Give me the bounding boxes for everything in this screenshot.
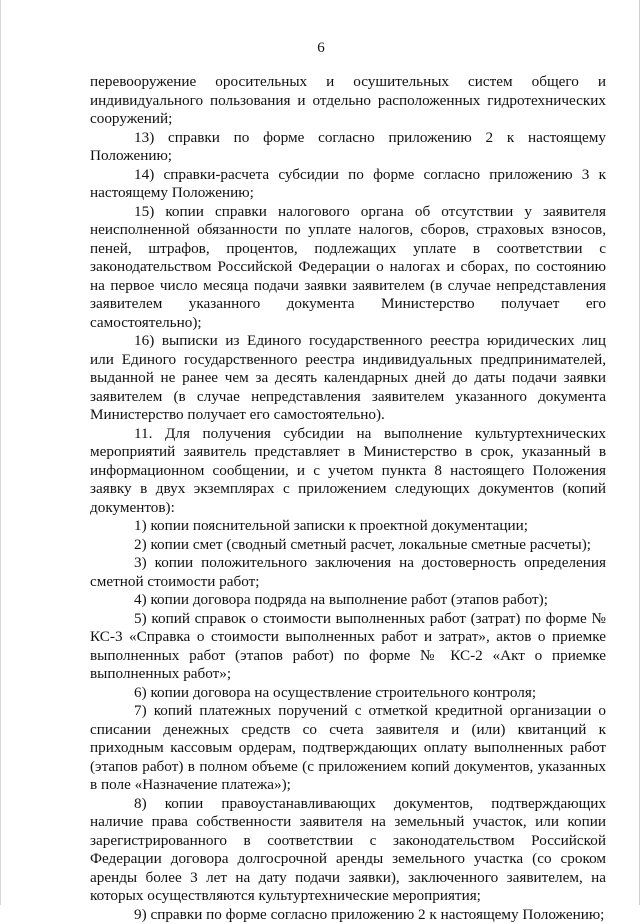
paragraph-item-2: 2) копии смет (сводный сметный расчет, локальные сметные расчеты); <box>90 536 606 555</box>
paragraph-item-8: 8) копии правоустанавливающих документов, подтверждающих наличие права собственности заявителя на земельный участок, или копии зарегистрированного в соответствии с законодательством Российской Федерации договора долгосрочной аренды земельного участка (со сроком аренды более 3 лет на дату подачи заявки), заключенного заявителем, на которых осуществляются культуртехнические мероприятия; <box>90 795 606 906</box>
page-number: 6 <box>1 40 640 57</box>
paragraph-item-9: 9) справки по форме согласно приложению 2 к настоящему Положению; <box>90 906 606 924</box>
paragraph-item-14: 14) справки-расчета субсидии по форме согласно приложению 3 к настоящему Положению; <box>90 166 606 203</box>
paragraph-item-3: 3) копии положительного заключения на достоверность определения сметной стоимости работ; <box>90 554 606 591</box>
paragraph-item-13: 13) справки по форме согласно приложению 2 к настоящему Положению; <box>90 129 606 166</box>
paragraph-item-4: 4) копии договора подряда на выполнение работ (этапов работ); <box>90 591 606 610</box>
paragraph-section-11: 11. Для получения субсидии на выполнение культуртехнических мероприятий заявитель представляет в Министерство в срок, указанный в информационном сообщении, и с учетом пункта 8 настоящего Положения заявку в двух экземплярах с приложением следующих документов (копий документов): <box>90 425 606 518</box>
document-body <box>90 73 606 924</box>
paragraph-item-15: 15) копии справки налогового органа об отсутствии у заявителя неисполненной обязанности по уплате налогов, сборов, страховых взносов, пеней, штрафов, процентов, подлежащих уплате в соответствии с законодательством Российской Федерации о налогах и сборах, по состоянию на первое число месяца подачи заявки заявителем (в случае непредставления заявителем указанного документа Министерство получает его самостоятельно); <box>90 203 606 333</box>
paragraph-item-1: 1) копии пояснительной записки к проектной документации; <box>90 517 606 536</box>
paragraph-item-16: 16) выписки из Единого государственного реестра юридических лиц или Единого государственного реестра индивидуальных предпринимателей, выданной не ранее чем за десять календарных дней до даты подачи заявки заявителем (в случае непредставления заявителем указанного документа Министерство получает его самостоятельно). <box>90 332 606 425</box>
paragraph-item-7: 7) копий платежных поручений с отметкой кредитной организации о списании денежных средств со счета заявителя и (или) квитанций к приходным кассовым ордерам, подтверждающих оплату выполненных работ (этапов работ) в полном объеме (с приложением копий документов, указанных в поле «Назначение платежа»); <box>90 702 606 795</box>
paragraph-item-6: 6) копии договора на осуществление строительного контроля; <box>90 684 606 703</box>
paragraph-continuation: перевооружение оросительных и осушительных систем общего и индивидуального пользования и отдельно расположенных гидротехнических сооружений; <box>90 73 606 129</box>
paragraph-item-5: 5) копий справок о стоимости выполненных работ (затрат) по форме № КС-3 «Справка о стоимости выполненных работ и затрат», актов о приемке выполненных работ (этапов работ) по форме № КС-2 «Акт о приемке выполненных работ»; <box>90 610 606 684</box>
